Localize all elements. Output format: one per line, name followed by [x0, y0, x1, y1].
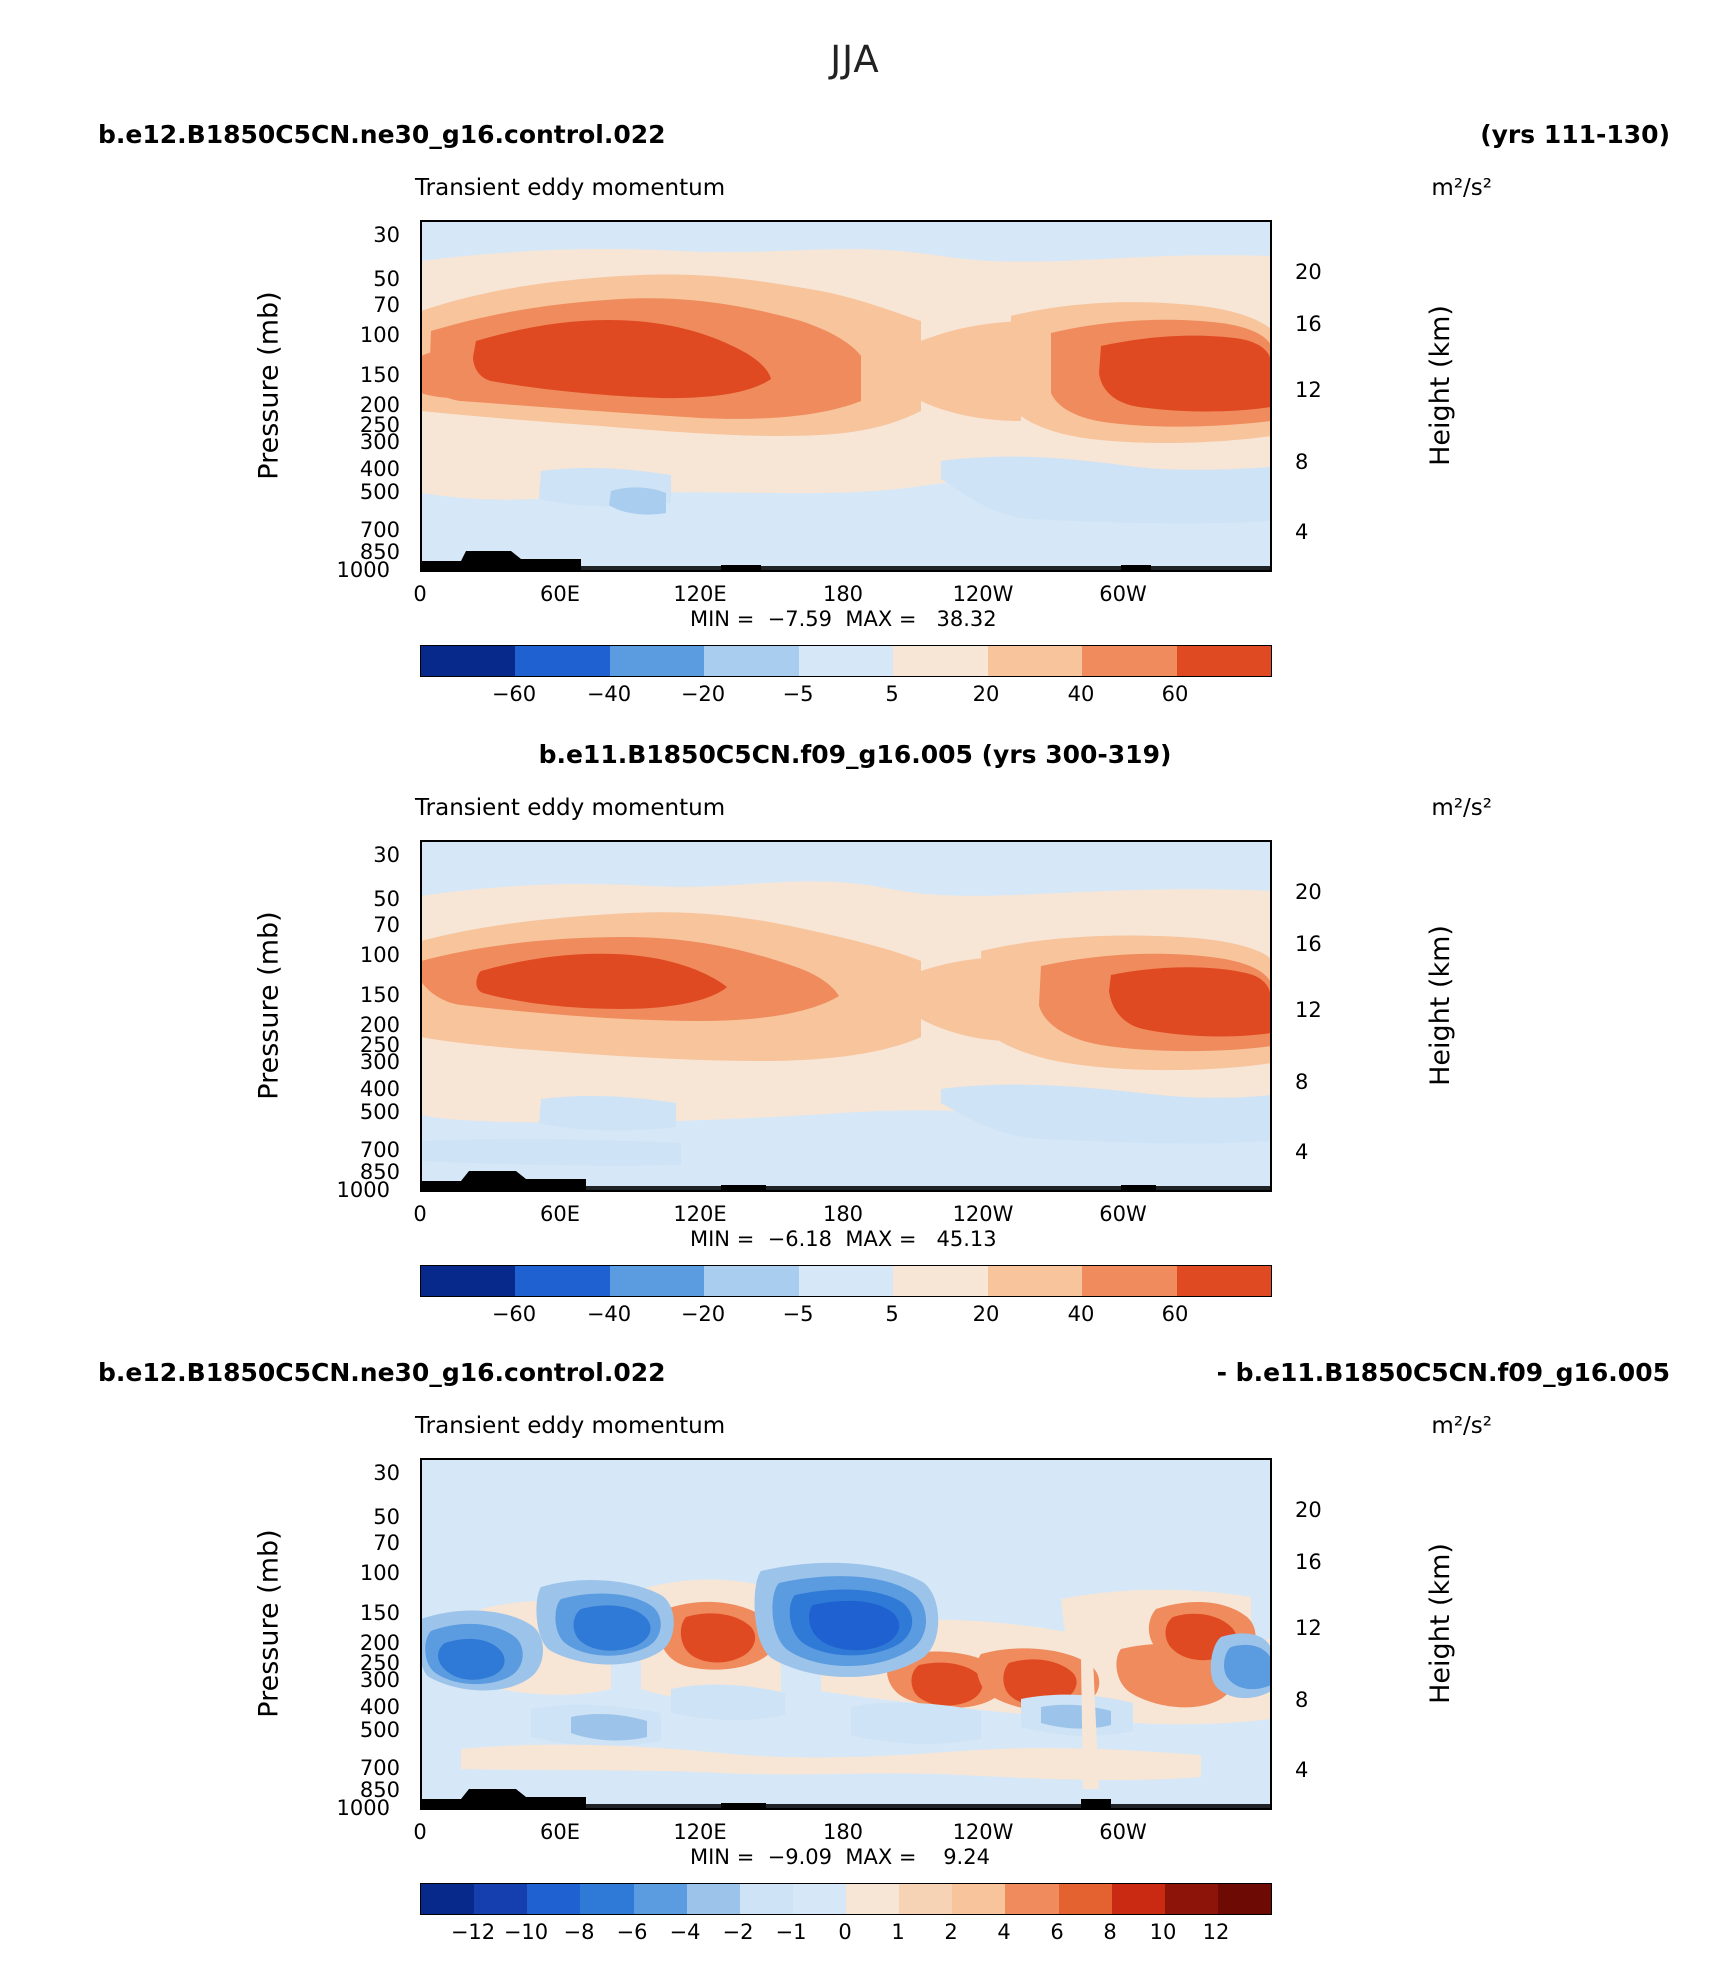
ptick: 300 — [359, 1050, 400, 1074]
ptick: 100 — [359, 1561, 400, 1585]
cbar-tick: −60 — [491, 1302, 537, 1326]
htick: 4 — [1295, 1758, 1309, 1782]
ptick: 700 — [359, 518, 400, 542]
ptick: 700 — [359, 1756, 400, 1780]
xtick: 120E — [673, 582, 727, 606]
cbar-tick: 0 — [838, 1920, 852, 1944]
cbar-tick: −4 — [669, 1920, 701, 1944]
panel-2-plot — [420, 840, 1272, 1192]
ptick: 1000 — [336, 1796, 390, 1820]
cbar-tick: −40 — [586, 682, 632, 706]
ptick: 850 — [359, 1778, 400, 1802]
panel-3-header-left: b.e12.B1850C5CN.ne30_g16.control.022 — [98, 1358, 666, 1387]
panel-3-minmax: MIN = −9.09 MAX = 9.24 — [690, 1845, 990, 1869]
xtick: 0 — [413, 582, 427, 606]
cbar-tick: −12 — [450, 1920, 496, 1944]
ptick: 150 — [359, 983, 400, 1007]
panel-1-units: m²/s² — [1431, 175, 1492, 201]
ptick: 400 — [359, 1695, 400, 1719]
xtick: 180 — [822, 1820, 864, 1844]
htick: 4 — [1295, 1140, 1309, 1164]
htick: 4 — [1295, 520, 1309, 544]
panel-3-var-label: Transient eddy momentum — [415, 1413, 726, 1439]
ptick: 200 — [359, 1013, 400, 1037]
xtick: 120W — [952, 1202, 1014, 1226]
ptick: 250 — [359, 413, 400, 437]
ptick: 850 — [359, 540, 400, 564]
xtick: 0 — [413, 1202, 427, 1226]
xtick: 60E — [540, 1820, 580, 1844]
xtick: 0 — [413, 1820, 427, 1844]
panel-3-colorbar — [420, 1883, 1272, 1915]
ptick: 1000 — [336, 1178, 390, 1202]
cbar-tick: −6 — [616, 1920, 648, 1944]
cbar-tick: −60 — [491, 682, 537, 706]
ptick: 300 — [359, 430, 400, 454]
cbar-tick: 60 — [1161, 1302, 1189, 1326]
ptick: 400 — [359, 1077, 400, 1101]
ptick: 50 — [373, 267, 400, 291]
cbar-tick: −1 — [775, 1920, 807, 1944]
xtick: 60E — [540, 582, 580, 606]
htick: 8 — [1295, 1688, 1309, 1712]
panel-1-colorbar — [420, 645, 1272, 677]
cbar-tick: −10 — [503, 1920, 549, 1944]
panel-2-ylabel-right: Height (km) — [1424, 925, 1456, 1086]
panel-3-contours — [421, 1459, 1271, 1809]
htick: 12 — [1295, 378, 1322, 402]
ptick: 70 — [373, 913, 400, 937]
htick: 20 — [1295, 1498, 1322, 1522]
xtick: 180 — [822, 582, 864, 606]
ptick: 250 — [359, 1033, 400, 1057]
htick: 20 — [1295, 260, 1322, 284]
ptick: 100 — [359, 323, 400, 347]
panel-1-header-left: b.e12.B1850C5CN.ne30_g16.control.022 — [98, 120, 666, 149]
panel-3-plot — [420, 1458, 1272, 1810]
panel-3-ylabel-left: Pressure (mb) — [253, 1529, 285, 1718]
htick: 12 — [1295, 1616, 1322, 1640]
ptick: 1000 — [336, 558, 390, 582]
cbar-tick: 5 — [885, 1302, 899, 1326]
cbar-tick: 40 — [1067, 1302, 1095, 1326]
cbar-tick: 2 — [944, 1920, 958, 1944]
panel-1-ylabel-left: Pressure (mb) — [253, 291, 285, 480]
xtick: 120W — [952, 1820, 1014, 1844]
panel-3-units: m²/s² — [1431, 1413, 1492, 1439]
panel-3 — [0, 1358, 1710, 1958]
panel-2-ylabel-left: Pressure (mb) — [253, 911, 285, 1100]
panel-1 — [0, 120, 1710, 710]
cbar-tick: −2 — [722, 1920, 754, 1944]
htick: 16 — [1295, 1550, 1322, 1574]
cbar-tick: −40 — [586, 1302, 632, 1326]
cbar-tick: −20 — [680, 1302, 726, 1326]
panel-2-header-center: b.e11.B1850C5CN.f09_g16.005 (yrs 300-319) — [538, 740, 1172, 769]
cbar-tick: −5 — [782, 1302, 814, 1326]
xtick: 180 — [822, 1202, 864, 1226]
ptick: 30 — [373, 843, 400, 867]
panel-1-contours — [421, 221, 1271, 571]
xtick: 60E — [540, 1202, 580, 1226]
panel-1-ylabel-right: Height (km) — [1424, 305, 1456, 466]
xtick: 120W — [952, 582, 1014, 606]
panel-1-var-label: Transient eddy momentum — [415, 175, 726, 201]
cbar-tick: 10 — [1149, 1920, 1177, 1944]
ptick: 150 — [359, 363, 400, 387]
ptick: 200 — [359, 393, 400, 417]
panel-1-header-right: (yrs 111-130) — [1480, 120, 1670, 149]
ptick: 70 — [373, 1531, 400, 1555]
panel-2-var-label: Transient eddy momentum — [415, 795, 726, 821]
ptick: 250 — [359, 1651, 400, 1675]
cbar-tick: 8 — [1103, 1920, 1117, 1944]
cbar-tick: 6 — [1050, 1920, 1064, 1944]
cbar-tick: 12 — [1202, 1920, 1230, 1944]
cbar-tick: 5 — [885, 682, 899, 706]
ptick: 500 — [359, 1100, 400, 1124]
panel-1-plot — [420, 220, 1272, 572]
cbar-tick: −5 — [782, 682, 814, 706]
ptick: 30 — [373, 1461, 400, 1485]
cbar-tick: 40 — [1067, 682, 1095, 706]
panel-2-units: m²/s² — [1431, 795, 1492, 821]
xtick: 60W — [1099, 582, 1147, 606]
htick: 12 — [1295, 998, 1322, 1022]
panel-2-contours — [421, 841, 1271, 1191]
ptick: 300 — [359, 1668, 400, 1692]
panel-2 — [0, 740, 1710, 1330]
ptick: 100 — [359, 943, 400, 967]
ptick: 200 — [359, 1631, 400, 1655]
ptick: 400 — [359, 457, 400, 481]
cbar-tick: −8 — [563, 1920, 595, 1944]
cbar-tick: 1 — [891, 1920, 905, 1944]
season-title: JJA — [830, 38, 880, 81]
ptick: 700 — [359, 1138, 400, 1162]
ptick: 50 — [373, 1505, 400, 1529]
panel-2-colorbar — [420, 1265, 1272, 1297]
panel-2-minmax: MIN = −6.18 MAX = 45.13 — [690, 1227, 997, 1251]
ptick: 500 — [359, 480, 400, 504]
ptick: 850 — [359, 1160, 400, 1184]
xtick: 60W — [1099, 1820, 1147, 1844]
xtick: 120E — [673, 1202, 727, 1226]
htick: 20 — [1295, 880, 1322, 904]
htick: 16 — [1295, 312, 1322, 336]
ptick: 150 — [359, 1601, 400, 1625]
panel-3-header-right: - b.e11.B1850C5CN.f09_g16.005 — [1216, 1358, 1670, 1387]
xtick: 120E — [673, 1820, 727, 1844]
htick: 16 — [1295, 932, 1322, 956]
ptick: 70 — [373, 293, 400, 317]
ptick: 500 — [359, 1718, 400, 1742]
ptick: 50 — [373, 887, 400, 911]
cbar-tick: −20 — [680, 682, 726, 706]
ptick: 30 — [373, 223, 400, 247]
cbar-tick: 4 — [997, 1920, 1011, 1944]
htick: 8 — [1295, 1070, 1309, 1094]
cbar-tick: 20 — [972, 1302, 1000, 1326]
cbar-tick: 60 — [1161, 682, 1189, 706]
cbar-tick: 20 — [972, 682, 1000, 706]
panel-3-ylabel-right: Height (km) — [1424, 1543, 1456, 1704]
htick: 8 — [1295, 450, 1309, 474]
xtick: 60W — [1099, 1202, 1147, 1226]
panel-1-minmax: MIN = −7.59 MAX = 38.32 — [690, 607, 997, 631]
